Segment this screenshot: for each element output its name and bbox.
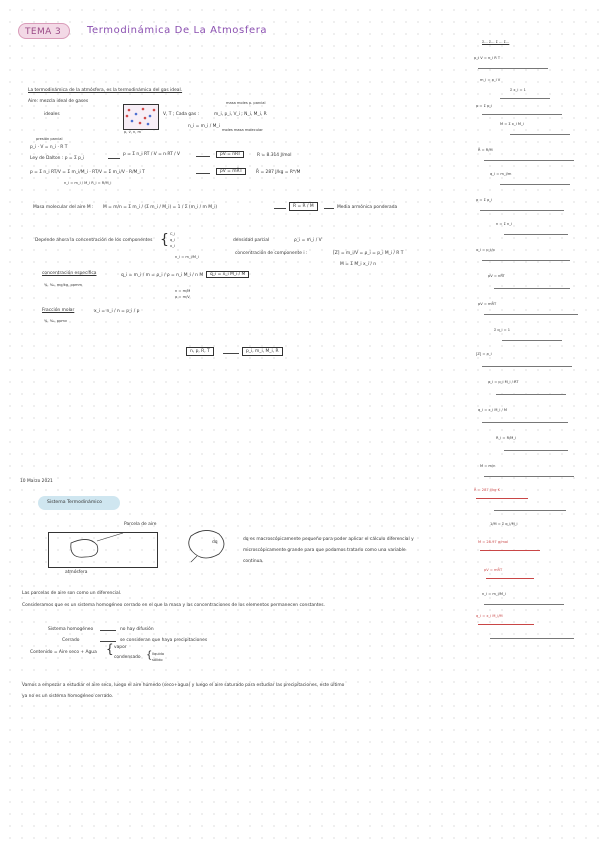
molecules-icon bbox=[124, 105, 158, 129]
pi-equation: p_i · V = n_i · R T bbox=[30, 145, 68, 150]
sidebar-line-6: q_i = m_i/m bbox=[490, 172, 512, 176]
condensado-label: condensado bbox=[114, 655, 141, 660]
box-a: n, p, R, T bbox=[186, 347, 214, 356]
masa-molecular-label: Masa molecular del aire M : bbox=[33, 205, 94, 210]
item-xi: x_i bbox=[170, 244, 175, 248]
arrow-line bbox=[108, 158, 120, 159]
dalton-step1: p = Σ n_i RT / V = n RT / V bbox=[123, 152, 181, 157]
sidebar-line-15: q_i = x_i M_i / M bbox=[478, 408, 507, 412]
sidebar-red-3: q_i = x_i M_i/M bbox=[476, 614, 503, 618]
parcela-label: Parcela de aire bbox=[124, 522, 157, 527]
sidebar-red-0: R̄ = 287 J/kg·K bbox=[474, 488, 500, 492]
scribble-red bbox=[476, 498, 528, 499]
sidebar-line-4: M = Σ x_i M_i bbox=[500, 122, 524, 126]
scribble bbox=[482, 114, 562, 115]
sidebar-line-19: n_i = m_i/M_i bbox=[482, 592, 506, 596]
sidebar-line-10: pV = nRT bbox=[488, 274, 505, 278]
vars-detail: m_i, p_i, V_i ; N_i, M_i, R bbox=[214, 112, 267, 117]
media-armonica-note: Media armónica ponderada bbox=[337, 205, 398, 210]
sidebar-red-1: M = 28.97 g/mol bbox=[478, 540, 509, 544]
x-expr: x_i = n_i / n = p_i / p bbox=[94, 309, 140, 314]
sidebar-line-2: Σ x_i = 1 bbox=[510, 88, 526, 92]
chapter-chip bbox=[18, 23, 70, 39]
scribble bbox=[482, 260, 570, 261]
sidebar-line-12: Σ q_i = 1 bbox=[494, 328, 511, 332]
masica-units: %, ‰, mg/kg, ppmm bbox=[44, 283, 83, 287]
sistema-desc-3: continua. bbox=[243, 559, 264, 564]
section-chip bbox=[38, 496, 120, 510]
scribble-red bbox=[478, 624, 534, 625]
dalton-sub: n_i = m_i / M_i R_i = R/M_i bbox=[64, 181, 112, 185]
m-expr: M = Σ M_i x_i / n bbox=[340, 262, 377, 267]
row-2-key: Contenido = Aire seco + Agua bbox=[30, 650, 97, 655]
scribble bbox=[482, 366, 572, 367]
row-0-value: no hay difusión bbox=[120, 627, 154, 632]
sidebar-notes bbox=[470, 52, 588, 652]
scribble bbox=[510, 134, 570, 135]
sidebar-line-13: [Z] = ρ_i bbox=[476, 352, 492, 356]
box-caption: p, v, n, m bbox=[124, 130, 142, 134]
sidebar-red-2: pV = mR̄T bbox=[484, 568, 503, 572]
scribble bbox=[484, 604, 564, 605]
arrow-icon-6 bbox=[100, 630, 116, 631]
scribble bbox=[494, 288, 570, 289]
item-qi: q_i bbox=[170, 238, 176, 242]
arrow-icon-4 bbox=[324, 208, 334, 209]
parcela-icon bbox=[49, 533, 157, 567]
masa-molecular-expr: M = m/n = Σ m_i / (Σ m_i / M_i) = 1 / Σ (m_i / m M_i) bbox=[103, 205, 218, 210]
scribble-red bbox=[486, 578, 534, 579]
row-2-value: vapor bbox=[114, 645, 127, 650]
scribble bbox=[490, 638, 574, 639]
scribble bbox=[494, 510, 566, 511]
arrow-icon-3 bbox=[274, 208, 286, 209]
aire-label: Aire: mezcla ideal de gases bbox=[28, 99, 89, 104]
result-box-1: pV = nRT bbox=[216, 151, 244, 158]
arrow-icon-5 bbox=[223, 353, 239, 354]
dq-parcel-icon bbox=[185, 526, 231, 564]
scribble bbox=[500, 184, 570, 185]
densidad-label: densidad parcial bbox=[233, 238, 270, 243]
scribble bbox=[496, 394, 566, 395]
sub-rho: ρ = m/V bbox=[175, 295, 190, 299]
sidebar-heading: Σ... Σ... Σ ... Σ... bbox=[482, 40, 510, 44]
sidebar-line-8: n = Σ n_i bbox=[496, 222, 513, 226]
frac-note: moles masa molecular bbox=[222, 128, 263, 132]
scribble bbox=[504, 450, 568, 451]
moles-note: masa moles p. parcial bbox=[226, 101, 266, 105]
intro-line: La termodinámica de la atmósfera, es la termodinámica del gas ideal. bbox=[28, 88, 183, 93]
section-label: Sistema Termodinámico bbox=[47, 500, 102, 505]
sidebar-line-3: p = Σ p_i bbox=[476, 104, 493, 108]
sidebar-line-11: pV = mR̄T bbox=[478, 302, 497, 306]
sidebar-line-18: 1/M = Σ q_i/M_i bbox=[490, 522, 518, 526]
sidebar-line-1: m_i = ρ_i V bbox=[480, 78, 501, 82]
sidebar-line-17: M = m/n bbox=[480, 464, 496, 468]
sidebar-line-0: p_i V = n_i R T bbox=[474, 56, 501, 60]
chapter-label: TEMA 3 bbox=[25, 27, 62, 37]
liquido-label: líquido bbox=[152, 652, 165, 656]
page-title: Termodinámica De La Atmosfera bbox=[87, 25, 268, 36]
molar-units: %, ‰, ppmv bbox=[44, 319, 67, 323]
result-box-2: pV = mR̄T bbox=[216, 168, 246, 175]
atmosfera-box bbox=[48, 532, 158, 568]
vars-moles: n_i = m_i / M_i bbox=[188, 124, 220, 129]
composicion-label: Depende ahora la concentración de los componentes bbox=[35, 238, 153, 243]
scribble bbox=[478, 68, 548, 69]
scribble bbox=[484, 160, 574, 161]
sidebar-line-9: x_i = p_i/p bbox=[476, 248, 495, 252]
parcelas-line: Las parcelas de aire son como un diferencial. bbox=[22, 591, 122, 596]
scribble bbox=[482, 422, 568, 423]
q-result-box: q_i = x_i M_i / M bbox=[206, 271, 249, 278]
item-ci: C_i bbox=[170, 232, 176, 236]
scribble bbox=[504, 234, 568, 235]
final-line-2: ya no es un sistema homogéneo cerrado. bbox=[22, 694, 114, 699]
r-specific: R̄ = 287 J/kg = R*/M bbox=[256, 170, 301, 175]
masica-label: concentración específica bbox=[42, 271, 97, 276]
dalton-step2: p = Σ n_i RT/V = Σ m_i/M_i · RT/V = Σ m_i/V · R/M_i T bbox=[30, 170, 145, 175]
r-constant: R = 8.314 J/mol bbox=[257, 153, 292, 158]
sub-n: n = m/M bbox=[175, 289, 191, 293]
ideales-label: ideales bbox=[44, 112, 60, 117]
brace-icon: { bbox=[160, 232, 169, 248]
sub-ni: n_i = m_i/M_i bbox=[175, 255, 199, 259]
arrow-icon-2 bbox=[196, 173, 210, 174]
dalton-law: Ley de Dalton : p = Σ p_i bbox=[30, 156, 85, 161]
sistema-desc-1: dq es macroscópicamente pequeño para poder aplicar el cálculo diferencial y bbox=[243, 537, 414, 542]
consideramos-line: Consideramos que es un sistema homogéneo cerrado en el que la masa y las concentraciones de los elementos permanecen constantes. bbox=[22, 603, 325, 608]
scribble bbox=[484, 476, 574, 477]
row-1-value: se consideran que haya precipitaciones bbox=[120, 638, 208, 643]
q-expr: q_i = m_i / m = ρ_i / ρ = n_i M_i / n M bbox=[121, 273, 204, 278]
molar-label: Fracción molar bbox=[42, 308, 75, 313]
scribble bbox=[484, 314, 578, 315]
scribble bbox=[500, 98, 550, 99]
solido-label: sólido bbox=[152, 658, 163, 662]
sistema-desc-2: microscópicamente grande para que podamos tratarlo como una variable bbox=[243, 548, 406, 553]
row-1-key: Cerrado bbox=[62, 638, 80, 643]
date-label: 10 Marzo 2021 bbox=[20, 479, 53, 484]
scribble bbox=[480, 210, 564, 211]
sidebar-line-5: R̄ = R/M bbox=[478, 148, 493, 152]
dq-label: dq bbox=[212, 540, 218, 545]
concentracion-label: concentración de componente i : bbox=[235, 251, 308, 256]
brace-icon-3: { bbox=[146, 650, 153, 661]
sidebar-line-14: ρ_i = p_i M_i / RT bbox=[488, 380, 519, 384]
arrow-icon bbox=[196, 156, 210, 157]
concentracion-expr: [Z] = m_i/V = ρ_i = p_i M_i / R T bbox=[333, 251, 404, 256]
rho-i-expr: ρ_i = m_i / V bbox=[294, 238, 322, 243]
result-box-3: R̄ = R / M bbox=[289, 202, 318, 211]
sidebar-line-16: R_i = R/M_i bbox=[496, 436, 517, 440]
row-0-key: Sistema homogéneo bbox=[48, 627, 94, 632]
vars-label: V, T ; Cada gas : bbox=[163, 112, 200, 117]
final-line-1: Vamos a empezar a estudiar el aire seco, luego el aire húmedo (seco+agua) y luego el aire saturado para estudiar las precipitaciones, este último bbox=[22, 683, 345, 688]
presion-parcial-note: presión parcial bbox=[36, 137, 63, 141]
sidebar-line-7: ρ = Σ ρ_i bbox=[476, 198, 493, 202]
scribble bbox=[502, 340, 562, 341]
gas-box-diagram bbox=[123, 104, 159, 130]
scribble-red bbox=[480, 550, 540, 551]
brace-icon-2: { bbox=[106, 642, 114, 656]
atmosfera-label: atmósfera bbox=[65, 570, 88, 575]
box-b: p_i, m_i, M_i, R bbox=[242, 347, 283, 356]
